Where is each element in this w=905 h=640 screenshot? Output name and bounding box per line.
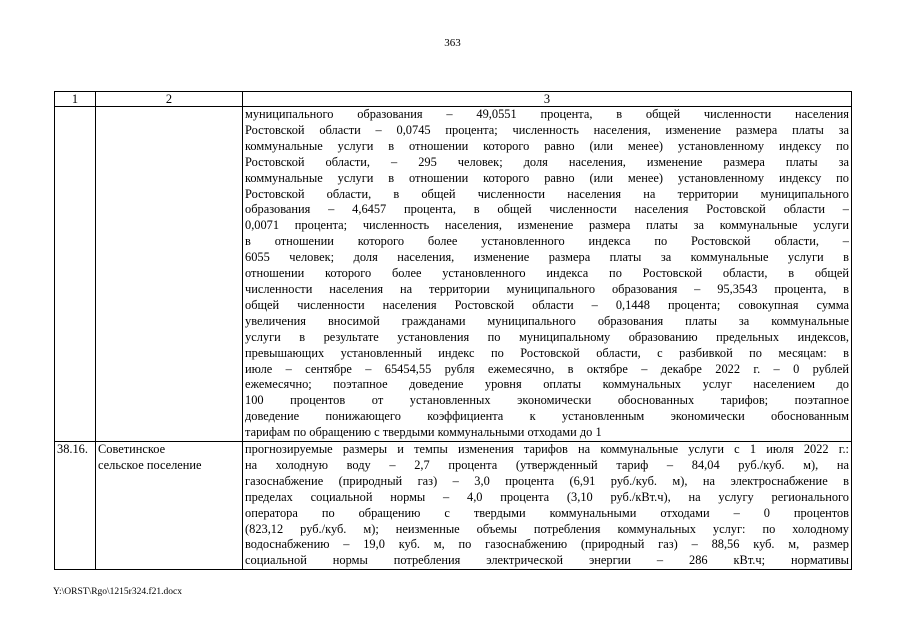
- text-line: (823,12 руб./куб. м); неизменные объемы потребления коммунальных услуг: по холодному: [245, 521, 849, 536]
- text-line: газоснабжение (природный газ) – 3,0 процента (6,91 руб./куб. м), на электроснабжение в: [245, 473, 849, 488]
- text-line: коммунальные услуги в отношении которого равно (или менее) установленному индексу по: [245, 170, 849, 185]
- settlement-name-line: Советинское: [98, 442, 166, 457]
- text-line: 6055 человек; доля населения, изменение размера платы за коммунальные услуги в: [245, 250, 849, 265]
- text-line: социальной нормы потребления электрической энергии – 286 кВт.ч; нормативы: [245, 553, 849, 568]
- row-name-cell: [96, 442, 243, 570]
- text-line: ежемесячно; поэтапное доведение уровня оплаты коммунальных услуг населением до: [245, 377, 849, 392]
- text-line: 0,0071 процента; численность населения, изменение размера платы за коммунальные услуги: [245, 218, 849, 233]
- page-number: 363: [444, 37, 461, 49]
- text-line: пределах социальной нормы – 4,0 процента (3,10 руб./кВт.ч), на услугу регионального: [245, 489, 849, 504]
- settlement-name-line: сельское поселение: [98, 457, 202, 472]
- column-header-3: 3: [243, 92, 852, 107]
- column-header-1: 1: [55, 92, 96, 107]
- text-line: численности населения на территории муниципального образования – 95,3543 процента, в: [245, 281, 849, 296]
- row-name-cell: [96, 107, 243, 442]
- text-line: тарифам по обращению с твердыми коммунальными отходами до 1: [245, 425, 602, 440]
- text-line: коммунальные услуги в отношении которого равно (или менее) установленному индексу по: [245, 138, 849, 153]
- table-row: [55, 442, 852, 570]
- document-table: [54, 91, 852, 570]
- text-line: доведение понижающего коэффициента к установленным экономически обоснованным: [245, 409, 849, 424]
- text-line: в отношении которого более установленного индекса по Ростовской области, –: [245, 234, 849, 249]
- table-header-row: [55, 92, 852, 107]
- text-line: 100 процентов от установленных экономически обоснованных тарифов; поэтапное: [245, 393, 849, 408]
- file-path-footer: Y:\ORST\Rgo\1215r324.f21.docx: [53, 587, 182, 597]
- text-line: услуги в результате установления по муниципальному образованию предельных индексов,: [245, 329, 849, 344]
- text-line: образования – 4,6457 процента, в общей численности населения Ростовской области –: [245, 202, 849, 217]
- row-text-cell: [243, 107, 852, 442]
- text-line: июле – сентябре – 65454,55 рубля ежемесячно, в октябре – декабре 2022 г. – 0 рублей: [245, 361, 849, 376]
- text-line: увеличения вносимой гражданами муниципального образования платы за коммунальные: [245, 313, 849, 328]
- row-number-cell: [55, 107, 96, 442]
- table-row: [55, 107, 852, 442]
- column-header-2: 2: [96, 92, 243, 107]
- text-line: отношении которого более установленного индекса по Ростовской области, в общей: [245, 266, 849, 281]
- text-line: прогнозируемые размеры и темпы изменения тарифов на коммунальные услуги с 1 июля 2022 г.:: [245, 442, 849, 457]
- text-line: Ростовской области, – 295 человек; доля населения, изменение размера платы за: [245, 154, 849, 169]
- text-line: оператора по обращению с твердыми коммунальными отходами – 0 процентов: [245, 505, 849, 520]
- text-line: общей численности населения Ростовской области – 0,1448 процента; совокупная сумма: [245, 297, 849, 312]
- text-line: муниципального образования – 49,0551 процента, в общей численности населения: [245, 107, 849, 121]
- text-line: Ростовской области – 0,0745 процента; численность населения, изменение размера платы за: [245, 122, 849, 137]
- text-line: водоснабжению – 19,0 куб. м, по газоснабжению (природный газ) – 88,56 куб. м, размер: [245, 537, 849, 552]
- row-text-cell: [243, 442, 852, 570]
- text-line: на холодную воду – 2,7 процента (утвержденный тариф – 84,04 руб./куб. м), на: [245, 457, 849, 472]
- row-number-cell: 38.16.: [55, 442, 96, 570]
- text-line: превышающих установленный индекс по Ростовской области, с разбивкой по месяцам: в: [245, 345, 849, 360]
- text-line: Ростовской области, в общей численности населения на территории муниципального: [245, 186, 849, 201]
